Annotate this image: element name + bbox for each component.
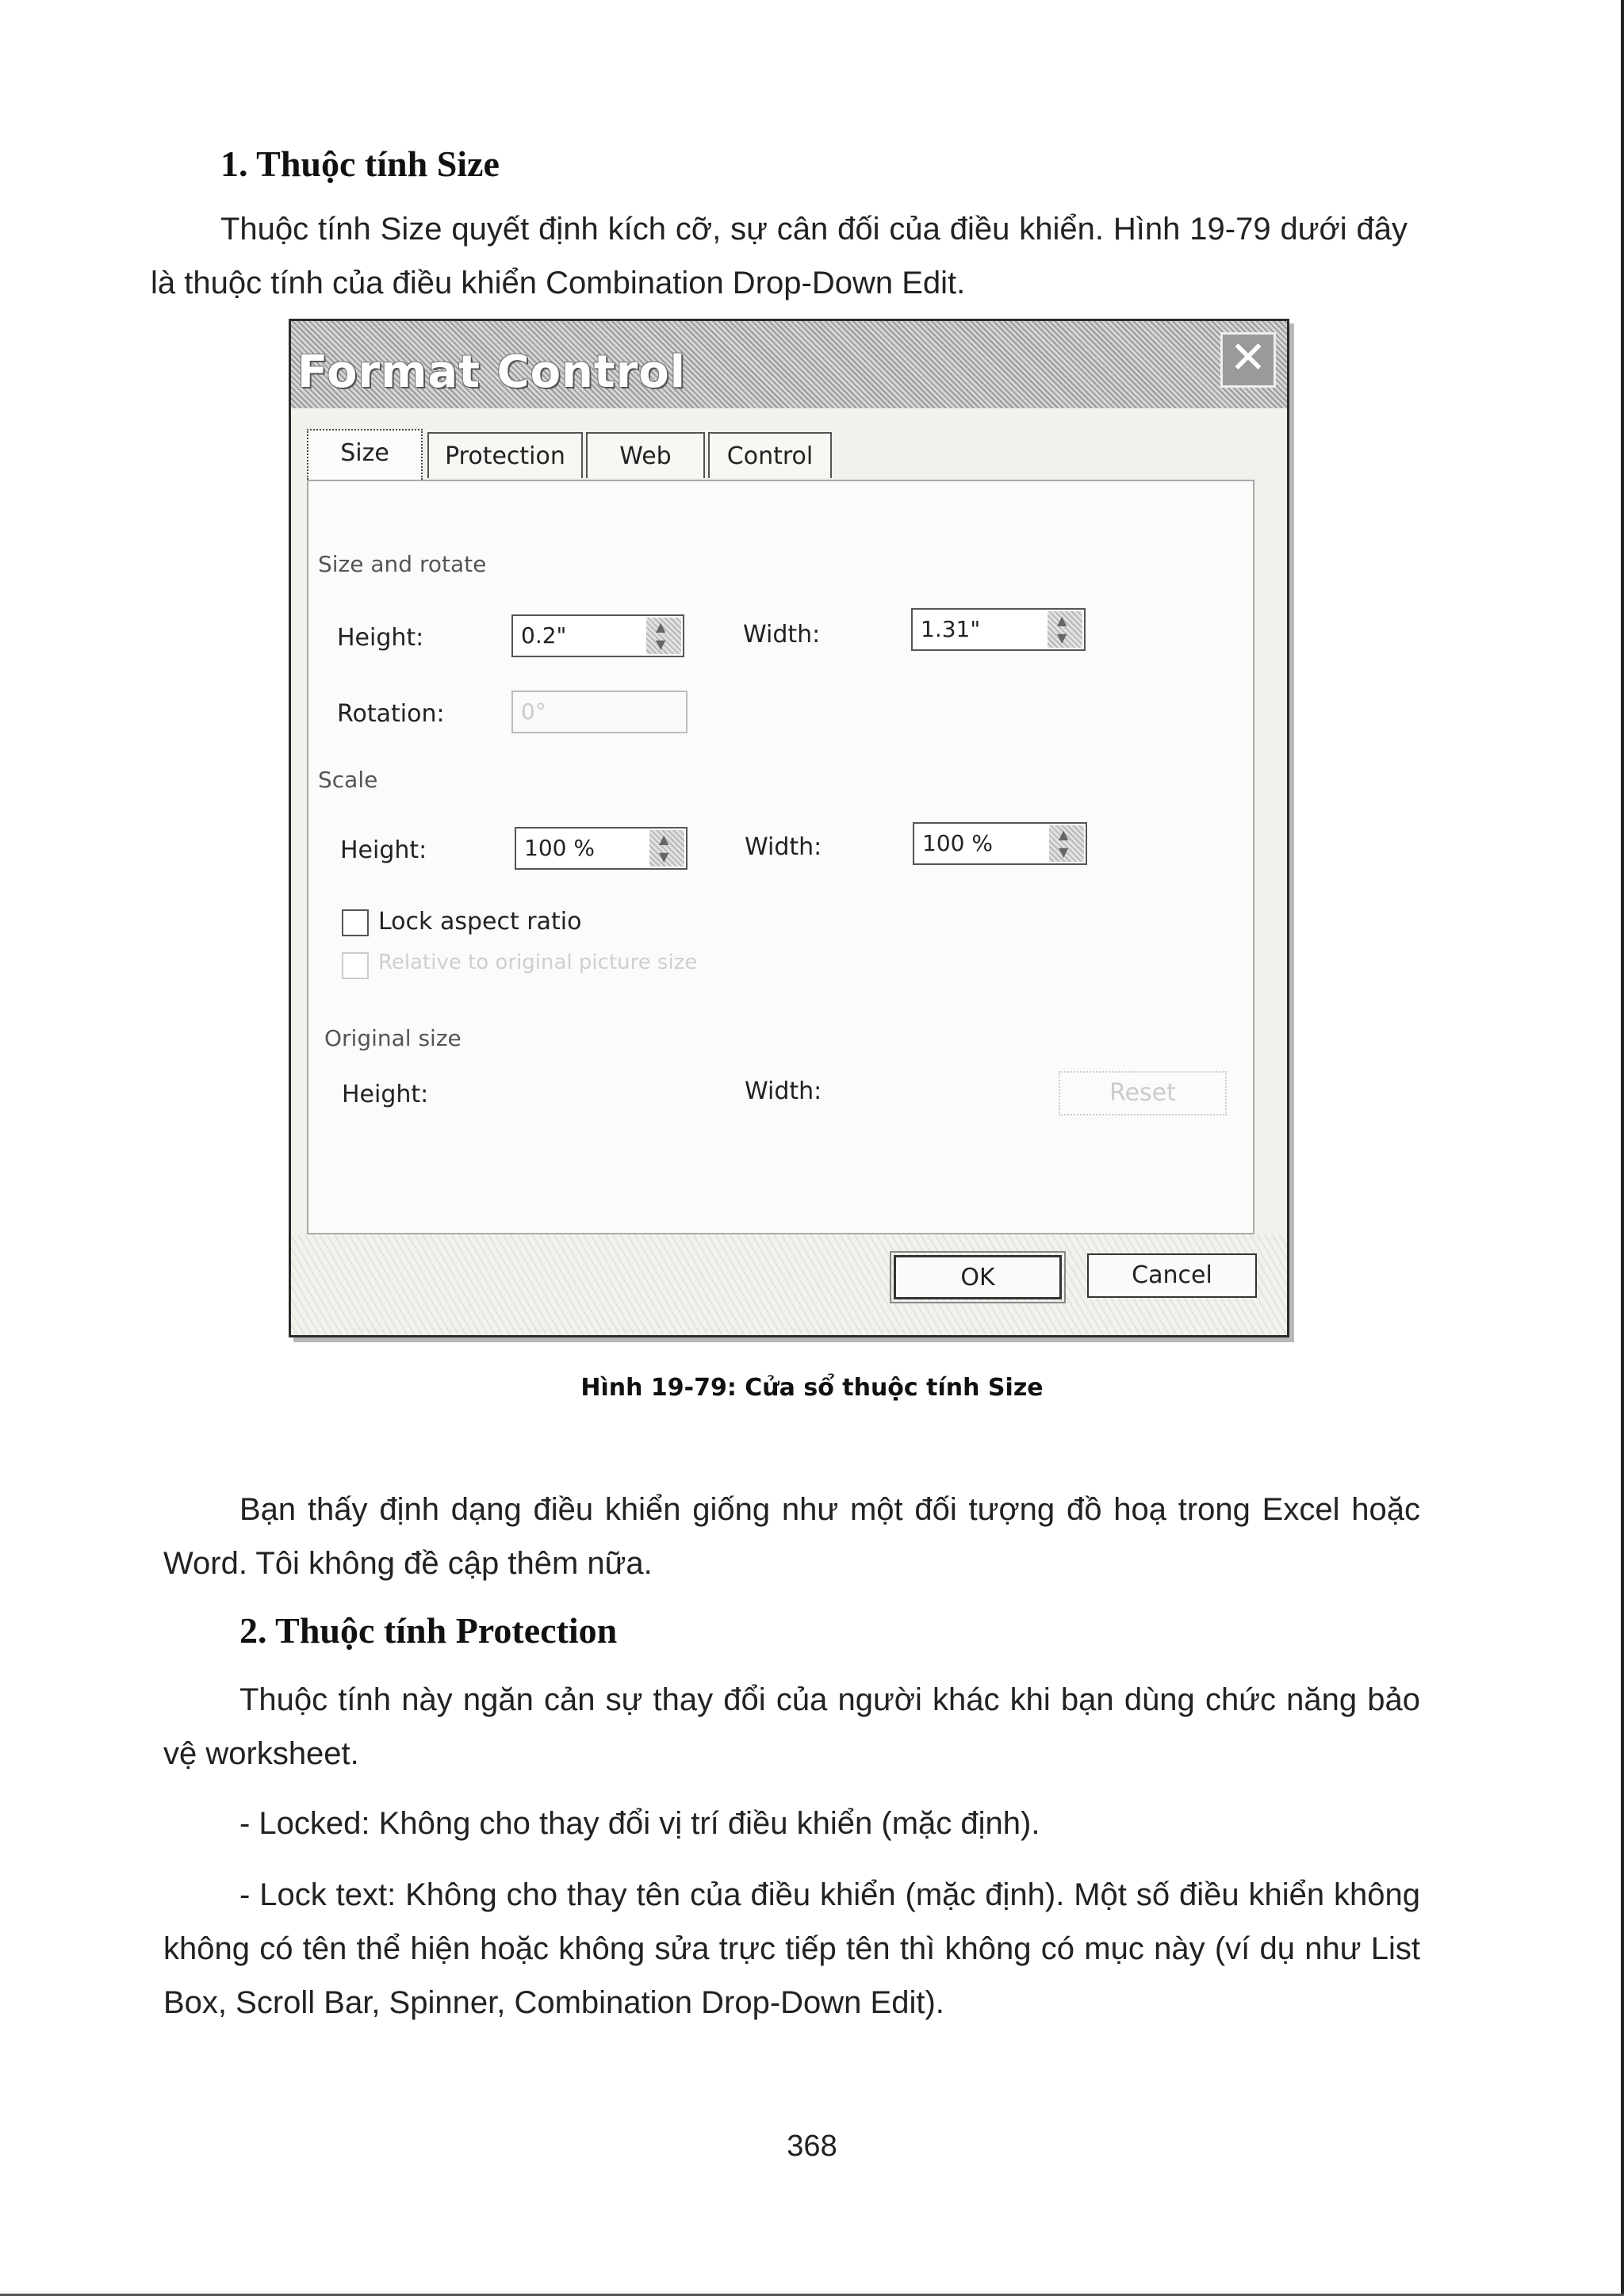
figure-caption: Hình 19-79: Cửa sổ thuộc tính Size	[580, 1374, 1044, 1402]
rotation-label: Rotation:	[337, 700, 445, 728]
lock-aspect-ratio-checkbox[interactable]	[342, 909, 369, 936]
section1-heading: 1. Thuộc tính Size	[220, 144, 500, 184]
spinner-arrows-icon[interactable]: ▲ ▼	[646, 618, 681, 654]
original-height-label: Height:	[342, 1081, 429, 1108]
spinner-arrows-icon[interactable]: ▲ ▼	[1048, 611, 1082, 648]
rotation-value: 0°	[521, 698, 546, 725]
section1-paragraph: Thuộc tính Size quyết định kích cỡ, sự cân đối của điều khiển. Hình 19-79 dưới đây là thuộc tính của điều khiển Combination Drop-Down Edit.	[151, 212, 1408, 300]
size-and-rotate-section-label: Size and rotate	[318, 551, 487, 577]
scale-width-value: 100 %	[922, 830, 993, 856]
scale-width-label: Width:	[745, 833, 822, 861]
tab-web[interactable]: Web	[586, 432, 705, 478]
format-control-dialog	[289, 319, 1289, 1337]
page-number: 368	[787, 2130, 837, 2163]
section2-bullet-lock-text: - Lock text: Không cho thay tên của điều khiển (mặc định). Một số điều khiển không không có tên thể hiện hoặc không sửa trực tiếp tên thì không có mục này (ví dụ như List Box, Scroll Bar, Spinner, Combination Drop-Down Edit).	[163, 1877, 1420, 2020]
section2-paragraph: Thuộc tính này ngăn cản sự thay đổi của người khác khi bạn dùng chức năng bảo vệ worksheet.	[163, 1682, 1420, 1771]
dialog-titlebar	[291, 321, 1287, 408]
close-icon[interactable]: ✕	[1220, 332, 1276, 388]
size-tab-panel	[307, 480, 1254, 1234]
rotation-spinner	[511, 691, 688, 733]
relative-size-label: Relative to original picture size	[378, 951, 698, 974]
section2-heading: 2. Thuộc tính Protection	[239, 1610, 618, 1651]
relative-size-checkbox	[342, 952, 369, 979]
scale-height-label: Height:	[340, 836, 427, 864]
scale-width-spinner[interactable]	[913, 822, 1087, 865]
ok-button[interactable]: OK	[894, 1255, 1062, 1299]
height-value: 0.2"	[521, 622, 567, 649]
page-edge-right	[1621, 0, 1624, 2296]
original-size-section-label: Original size	[324, 1025, 462, 1051]
spinner-arrows-icon[interactable]: ▲ ▼	[1049, 825, 1084, 862]
width-value: 1.31"	[921, 616, 981, 642]
height-spinner[interactable]	[511, 614, 684, 657]
scale-height-value: 100 %	[524, 835, 595, 861]
scale-height-spinner[interactable]	[515, 827, 688, 870]
section2-bullet-locked: - Locked: Không cho thay đổi vị trí điều khiển (mặc định).	[239, 1806, 1040, 1841]
spinner-arrows-icon[interactable]: ▲ ▼	[649, 830, 684, 867]
paragraph-2: Bạn thấy định dạng điều khiển giống như một đối tượng đồ hoạ trong Excel hoặc Word. Tôi không đề cập thêm nữa.	[163, 1492, 1420, 1581]
tab-size[interactable]: Size	[307, 429, 423, 480]
scale-section-label: Scale	[318, 767, 378, 793]
tab-control[interactable]: Control	[708, 432, 832, 478]
tab-protection[interactable]: Protection	[427, 432, 583, 478]
width-spinner[interactable]	[911, 608, 1086, 651]
original-width-label: Width:	[745, 1077, 822, 1105]
height-label: Height:	[337, 624, 424, 652]
width-label: Width:	[743, 621, 821, 649]
dialog-title: Format Control	[297, 346, 686, 398]
lock-aspect-ratio-label: Lock aspect ratio	[378, 908, 582, 936]
reset-button: Reset	[1059, 1071, 1227, 1115]
cancel-button[interactable]: Cancel	[1087, 1253, 1257, 1298]
